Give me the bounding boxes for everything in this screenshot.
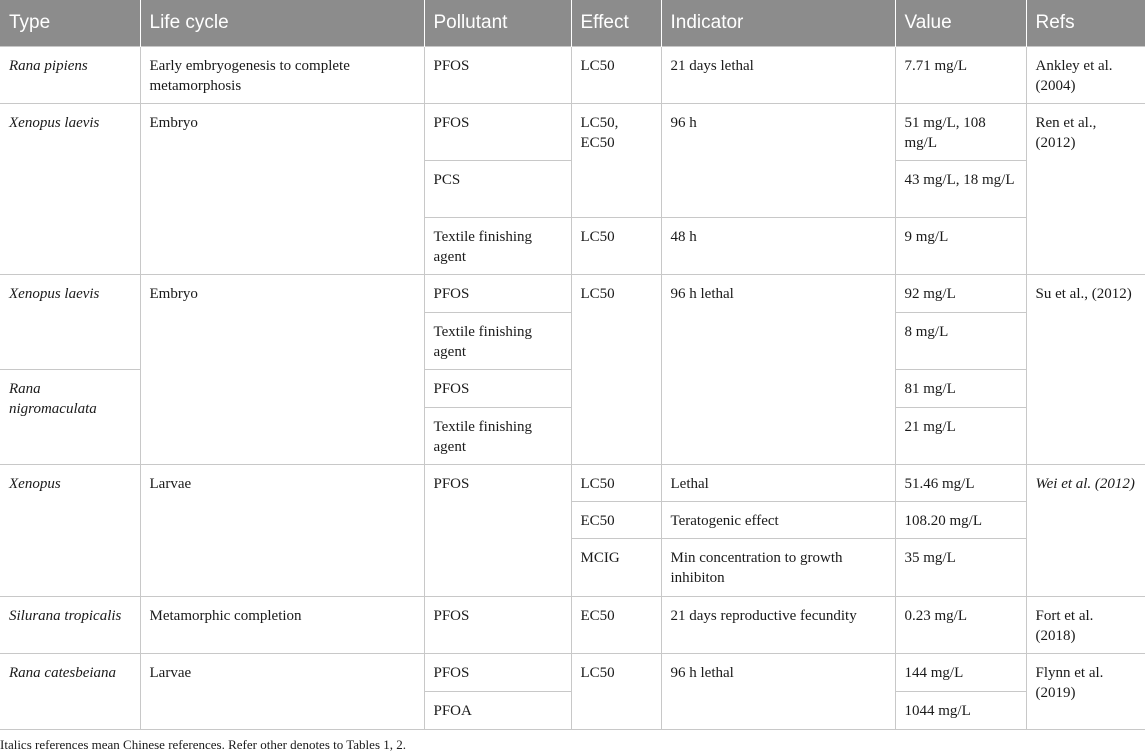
effect-cell: LC50 bbox=[571, 654, 661, 730]
value-cell: 0.23 mg/L bbox=[895, 597, 1026, 654]
effect-cell: LC50, EC50 bbox=[571, 104, 661, 218]
life-cycle-cell: Metamorphic completion bbox=[140, 597, 424, 654]
effect-cell: MCIG bbox=[571, 539, 661, 597]
effect-cell: LC50 bbox=[571, 218, 661, 275]
refs-cell: Flynn et al. (2019) bbox=[1026, 654, 1145, 730]
value-cell: 8 mg/L bbox=[895, 313, 1026, 370]
table-row bbox=[0, 465, 1145, 502]
header-row bbox=[0, 0, 1145, 47]
pollutant-cell: PFOS bbox=[424, 370, 571, 408]
pollutant-cell: PFOS bbox=[424, 597, 571, 654]
value-cell: 35 mg/L bbox=[895, 539, 1026, 597]
effect-cell: EC50 bbox=[571, 502, 661, 539]
effect-cell: LC50 bbox=[571, 465, 661, 502]
effect-cell: LC50 bbox=[571, 275, 661, 465]
effect-cell: LC50 bbox=[571, 47, 661, 104]
table-row bbox=[0, 104, 1145, 161]
refs-cell: Su et al., (2012) bbox=[1026, 275, 1145, 465]
value-cell: 92 mg/L bbox=[895, 275, 1026, 313]
table-row bbox=[0, 654, 1145, 692]
value-cell: 144 mg/L bbox=[895, 654, 1026, 692]
header-pollutant: Pollutant bbox=[424, 0, 571, 47]
value-cell: 81 mg/L bbox=[895, 370, 1026, 408]
value-cell: 51 mg/L, 108 mg/L bbox=[895, 104, 1026, 161]
value-cell: 7.71 mg/L bbox=[895, 47, 1026, 104]
header-value: Value bbox=[895, 0, 1026, 47]
pollutant-cell: PFOS bbox=[424, 275, 571, 313]
refs-cell: Ankley et al. (2004) bbox=[1026, 47, 1145, 104]
header-effect: Effect bbox=[571, 0, 661, 47]
table-row bbox=[0, 47, 1145, 104]
indicator-cell: 96 h lethal bbox=[661, 654, 895, 730]
type-cell: Xenopus bbox=[0, 465, 140, 597]
type-cell: Rana nigromaculata bbox=[0, 370, 140, 465]
value-cell: 43 mg/L, 18 mg/L bbox=[895, 161, 1026, 218]
refs-cell: Wei et al. (2012) bbox=[1026, 465, 1145, 597]
indicator-cell: 48 h bbox=[661, 218, 895, 275]
pollutant-cell: Textile finishing agent bbox=[424, 218, 571, 275]
life-cycle-cell: Early embryogenesis to complete metamorphosis bbox=[140, 47, 424, 104]
pollutant-cell: PFOS bbox=[424, 47, 571, 104]
pollutant-cell: PFOS bbox=[424, 104, 571, 161]
type-cell: Xenopus laevis bbox=[0, 275, 140, 370]
life-cycle-cell: Larvae bbox=[140, 654, 424, 730]
header-refs: Refs bbox=[1026, 0, 1145, 47]
refs-cell: Ren et al., (2012) bbox=[1026, 104, 1145, 275]
refs-cell: Fort et al. (2018) bbox=[1026, 597, 1145, 654]
value-cell: 1044 mg/L bbox=[895, 692, 1026, 730]
value-cell: 108.20 mg/L bbox=[895, 502, 1026, 539]
header-type: Type bbox=[0, 0, 140, 47]
life-cycle-cell: Larvae bbox=[140, 465, 424, 597]
type-cell: Silurana tropicalis bbox=[0, 597, 140, 654]
type-cell: Rana pipiens bbox=[0, 47, 140, 104]
pollutant-cell: PFOS bbox=[424, 465, 571, 597]
type-cell: Rana catesbeiana bbox=[0, 654, 140, 730]
pollutant-cell: PCS bbox=[424, 161, 571, 218]
value-cell: 51.46 mg/L bbox=[895, 465, 1026, 502]
life-cycle-cell: Embryo bbox=[140, 104, 424, 275]
pollutant-cell: PFOA bbox=[424, 692, 571, 730]
indicator-cell: 21 days lethal bbox=[661, 47, 895, 104]
indicator-cell: 96 h lethal bbox=[661, 275, 895, 465]
table-footnote: Italics references mean Chinese references. Refer other denotes to Tables 1, 2. bbox=[0, 737, 407, 752]
header-life-cycle: Life cycle bbox=[140, 0, 424, 47]
pollutant-cell: PFOS bbox=[424, 654, 571, 692]
effect-cell: EC50 bbox=[571, 597, 661, 654]
pollutant-cell: Textile finishing agent bbox=[424, 408, 571, 465]
table-row bbox=[0, 597, 1145, 654]
table-row bbox=[0, 275, 1145, 313]
indicator-cell: 21 days reproductive fecundity bbox=[661, 597, 895, 654]
header-indicator: Indicator bbox=[661, 0, 895, 47]
life-cycle-cell: Embryo bbox=[140, 275, 424, 465]
indicator-cell: Min concentration to growth inhibiton bbox=[661, 539, 895, 597]
indicator-cell: 96 h bbox=[661, 104, 895, 218]
value-cell: 21 mg/L bbox=[895, 408, 1026, 465]
value-cell: 9 mg/L bbox=[895, 218, 1026, 275]
type-cell: Xenopus laevis bbox=[0, 104, 140, 275]
indicator-cell: Lethal bbox=[661, 465, 895, 502]
indicator-cell: Teratogenic effect bbox=[661, 502, 895, 539]
pollutant-cell: Textile finishing agent bbox=[424, 313, 571, 370]
